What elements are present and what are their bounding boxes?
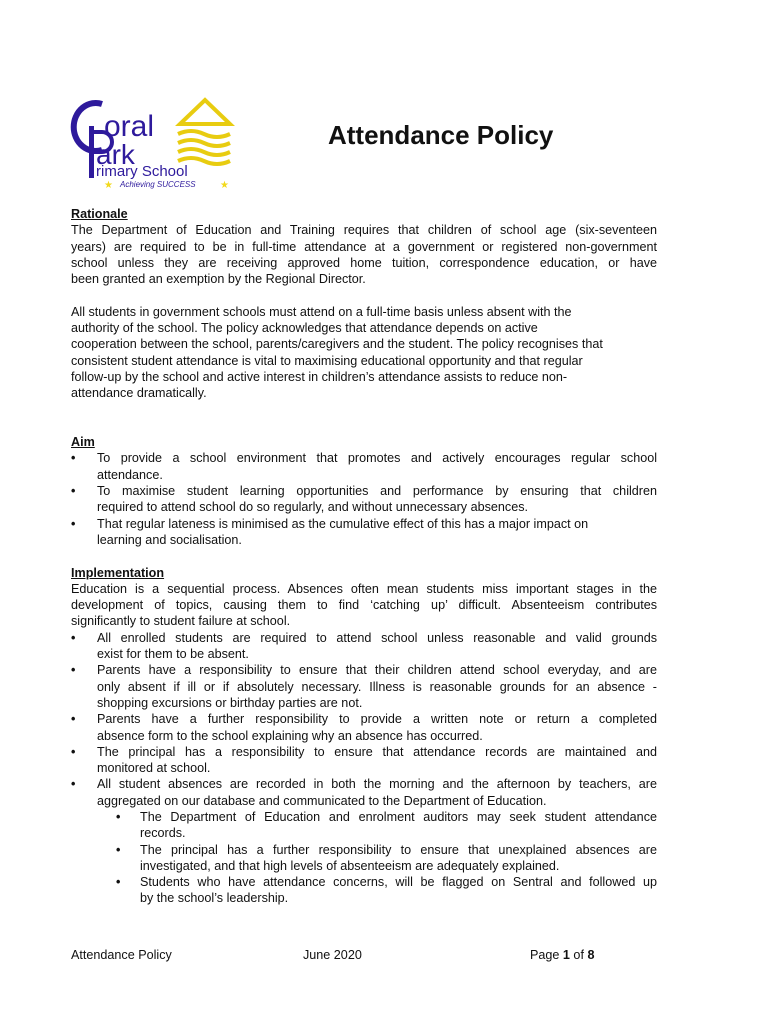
spacer xyxy=(71,548,657,564)
bullet-icon: • xyxy=(71,451,76,466)
page-title: Attendance Policy xyxy=(328,120,554,150)
text-line: To provide a school environment that promotes and actively encourages regular school xyxy=(97,451,657,466)
section-heading: Aim xyxy=(71,435,95,450)
paragraph xyxy=(71,304,657,402)
paragraph-spacer xyxy=(71,287,657,303)
text-line: Education is a sequential process. Absences often mean students miss important stages in the xyxy=(71,581,657,596)
paragraph xyxy=(71,581,657,630)
text-line: years) are required to be in full-time attendance at a government or registered non-government xyxy=(71,239,657,254)
text-line: monitored at school. xyxy=(97,761,211,776)
text-line: aggregated on our database and communicated to the Department of Education. xyxy=(97,793,547,808)
footer-date: June 2020 xyxy=(303,948,362,962)
current-page: 1 xyxy=(562,948,570,962)
section-aim xyxy=(71,434,657,548)
bullet-icon: • xyxy=(71,777,76,792)
text-line: records. xyxy=(140,826,186,841)
footer-title: Attendance Policy xyxy=(71,948,172,962)
text-line: shopping excursions or birthday parties are not. xyxy=(97,695,363,710)
text-line: exist for them to be absent. xyxy=(97,647,249,662)
bullet-icon: • xyxy=(116,842,121,857)
total-pages: 8 xyxy=(587,948,595,962)
text-line: All enrolled students are required to attend school unless reasonable and valid grounds xyxy=(97,630,657,645)
svg-text:★: ★ xyxy=(220,180,229,191)
footer-page-number xyxy=(530,948,594,962)
section-rationale xyxy=(71,206,657,402)
bullet-item xyxy=(71,842,657,875)
svg-text:Achieving SUCCESS: Achieving SUCCESS xyxy=(120,180,196,189)
text-line: follow-up by the school and active interest in children’s attendance assists to reduce non- xyxy=(71,369,568,384)
bullet-item xyxy=(71,483,657,516)
text-line: authority of the school. The policy acknowledges that attendance depends on active xyxy=(71,321,538,336)
bullet-item xyxy=(71,450,657,483)
text-line: attendance. xyxy=(97,467,163,482)
bullet-icon: • xyxy=(116,809,121,824)
spacer xyxy=(71,402,657,418)
section-heading: Rationale xyxy=(71,207,128,221)
text-line: learning and socialisation. xyxy=(97,532,242,547)
text-line: significantly to student failure at school. xyxy=(71,614,291,629)
bullet-item xyxy=(71,516,657,549)
text-line: All students in government schools must attend on a full-time basis unless absent with the xyxy=(71,304,572,319)
bullet-icon: • xyxy=(71,630,76,645)
text-line: Students who have attendance concerns, will be flagged on Sentral and followed up xyxy=(140,875,657,890)
bullet-icon: • xyxy=(71,744,76,759)
bullet-icon: • xyxy=(116,875,121,890)
bullet-item xyxy=(71,662,657,711)
text-line: attendance dramatically. xyxy=(71,386,207,401)
text-line: The Department of Education and Training requires that children of school age (six-seventeen xyxy=(71,223,657,238)
bullet-item xyxy=(71,711,657,744)
text-line: only absent if ill or if absolutely necessary. Illness is reasonable grounds for an absence - xyxy=(97,679,657,694)
school-logo xyxy=(70,96,240,192)
text-line: investigated, and that high levels of absenteeism are adequately explained. xyxy=(140,858,560,873)
text-line: That regular lateness is minimised as the cumulative effect of this has a major impact on xyxy=(97,516,589,531)
text-line: by the school’s leadership. xyxy=(140,891,289,906)
section-implementation xyxy=(71,565,657,907)
text-line: Parents have a responsibility to ensure that their children attend school everyday, and are xyxy=(97,663,657,678)
bullet-item xyxy=(71,630,657,663)
text-line: consistent student attendance is vital to maximising educational opportunity and that regular xyxy=(71,353,583,368)
bullet-item xyxy=(71,744,657,777)
bullet-item xyxy=(71,874,657,907)
text-line: All student absences are recorded in both the morning and the afternoon by teachers, are xyxy=(97,777,657,792)
svg-text:ark: ark xyxy=(96,139,135,170)
bullet-icon: • xyxy=(71,484,76,499)
text-line: required to attend school do so regularly, and without unnecessary absences. xyxy=(97,500,529,515)
document-body xyxy=(71,206,657,907)
bullet-item xyxy=(71,809,657,842)
page-of-label: of xyxy=(569,948,588,962)
svg-text:★: ★ xyxy=(104,180,113,191)
svg-text:oral: oral xyxy=(104,110,155,143)
svg-text:rimary School: rimary School xyxy=(96,163,188,180)
spacer xyxy=(71,418,657,434)
bullet-icon: • xyxy=(71,663,76,678)
text-line: The principal has a further responsibility to ensure that unexplained absences are xyxy=(140,842,657,857)
page-label: Page xyxy=(530,948,563,962)
paragraph xyxy=(71,222,657,287)
text-line: school unless they are receiving approved home tuition, correspondence education, or have xyxy=(71,255,657,270)
section-heading: Implementation xyxy=(71,565,165,580)
bullet-item xyxy=(71,776,657,809)
text-line: The Department of Education and enrolment auditors may seek student attendance xyxy=(140,809,657,824)
text-line: Parents have a further responsibility to provide a written note or return a completed xyxy=(97,712,657,727)
bullet-icon: • xyxy=(71,712,76,727)
text-line: To maximise student learning opportunities and performance by ensuring that children xyxy=(97,484,657,499)
text-line: development of topics, causing them to find ‘catching up’ difficult. Absenteeism contributes xyxy=(71,598,657,613)
text-line: cooperation between the school, parents/caregivers and the student. The policy recognises that xyxy=(71,337,603,352)
text-line: been granted an exemption by the Regional Director. xyxy=(71,272,366,287)
text-line: The principal has a responsibility to ensure that attendance records are maintained and xyxy=(97,744,657,759)
bullet-icon: • xyxy=(71,516,76,531)
text-line: absence form to the school explaining why an absence has occurred. xyxy=(97,728,483,743)
